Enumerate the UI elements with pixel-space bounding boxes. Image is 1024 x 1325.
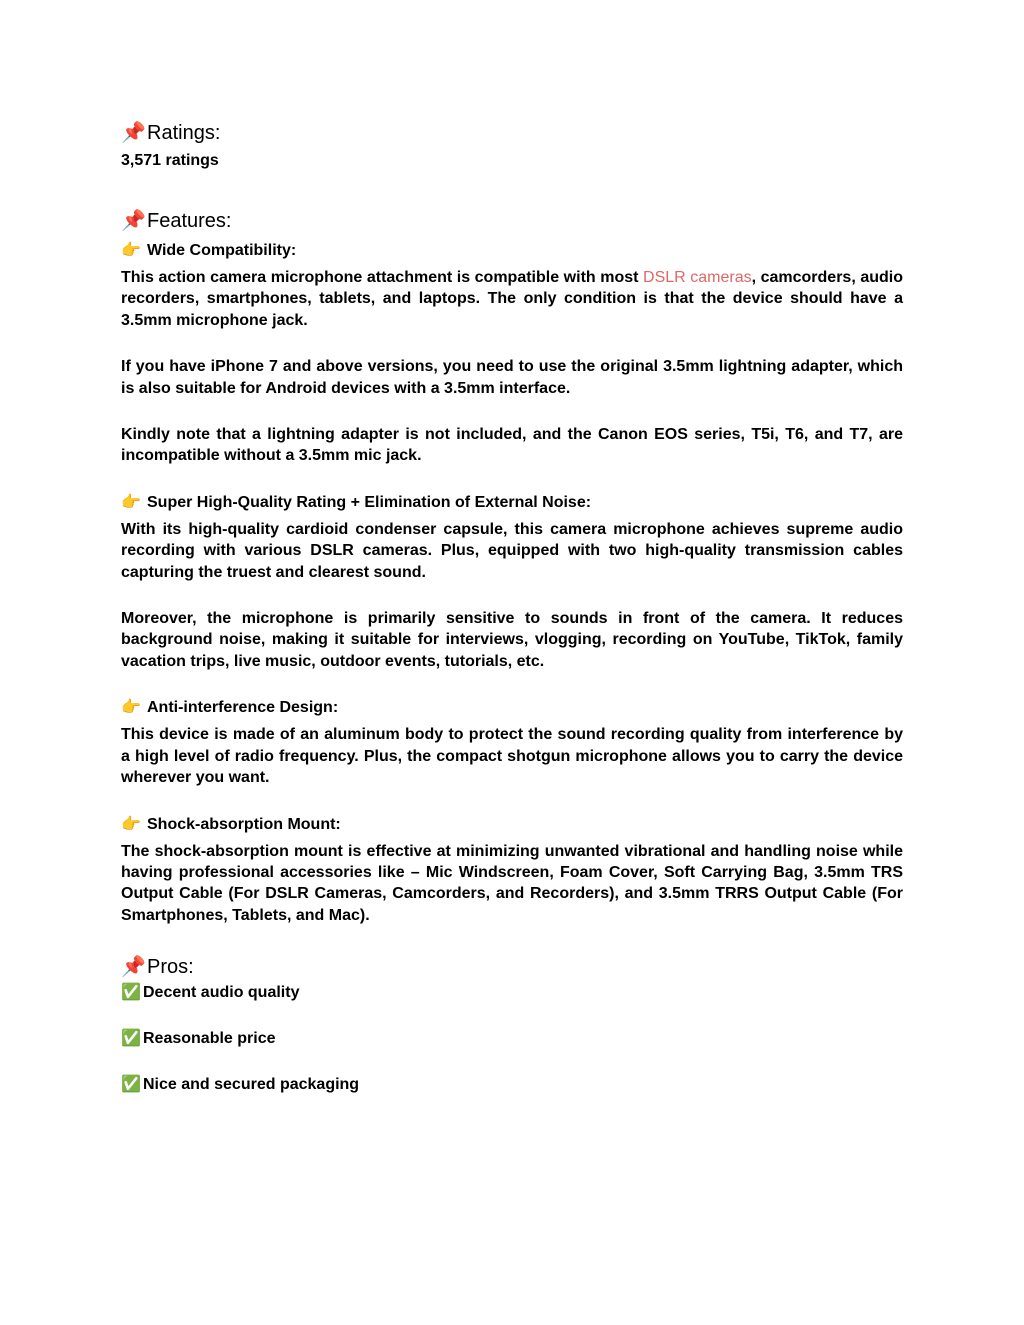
- feature-paragraph: [121, 267, 903, 331]
- feature-anti-interference: [121, 697, 903, 788]
- feature-paragraph: This device is made of an aluminum body to protect the sound recording quality from interference by a high level of radio frequency. Plus, the compact shotgun microphone allows you to carry the device wherever you want.: [121, 726, 903, 787]
- paragraph-text: This action camera microphone attachment is compatible with most: [121, 269, 644, 286]
- pros-item-text: Reasonable price: [143, 1030, 276, 1048]
- document-body: [121, 118, 903, 1095]
- ratings-heading-text: Ratings:: [147, 122, 221, 144]
- features-heading: [121, 206, 903, 236]
- feature-noise-elimination: [121, 492, 903, 672]
- ratings-section: [121, 118, 903, 171]
- feature-title: [121, 492, 903, 513]
- feature-title-text: Super High-Quality Rating + Elimination of External Noise:: [147, 493, 592, 511]
- feature-paragraph: The shock-absorption mount is effective at minimizing unwanted vibrational and handling noise while having professional accessories like – Mic Windscreen, Foam Cover, Soft Carrying Bag, 3.5mm TRS Output Cable (For DSLR Cameras, Camcorders, and Recorders), and 3.5mm TRRS Output Cable (For Smartphones, Tablets, and Mac).: [121, 842, 903, 924]
- ratings-count: 3,571 ratings: [121, 152, 219, 169]
- feature-paragraph: With its high-quality cardioid condenser capsule, this camera microphone achieves supreme audio recording with various DSLR cameras. Plus, equipped with two high-quality transmission cables capturing the truest and clearest sound.: [121, 520, 903, 581]
- check-icon: ✅: [121, 1076, 141, 1094]
- dslr-cameras-link[interactable]: DSLR cameras: [643, 269, 752, 286]
- feature-paragraph: Kindly note that a lightning adapter is not included, and the Canon EOS series, T5i, T6, and T7, are incompatible without a 3.5mm mic jack.: [121, 426, 903, 465]
- pointing-hand-icon: 👉: [121, 493, 141, 511]
- feature-title-text: Anti-interference Design:: [147, 699, 339, 717]
- feature-shock-absorption: [121, 814, 903, 927]
- features-heading-text: Features:: [147, 210, 232, 232]
- feature-title-text: Wide Compatibility:: [147, 242, 297, 259]
- pros-item: [121, 1028, 903, 1049]
- pros-section: [121, 952, 903, 1095]
- pros-heading: [121, 952, 903, 982]
- pros-heading-text: Pros:: [147, 956, 194, 979]
- feature-title: [121, 697, 903, 718]
- pushpin-icon: 📌: [121, 956, 146, 979]
- ratings-heading: [121, 118, 903, 148]
- feature-paragraph: Moreover, the microphone is primarily sensitive to sounds in front of the camera. It reduces background noise, making it suitable for interviews, vlogging, recording on YouTube, TikTok, family vacation trips, live music, outdoor events, tutorials, etc.: [121, 610, 903, 670]
- pushpin-icon: 📌: [121, 122, 146, 144]
- features-section: [121, 206, 903, 926]
- check-icon: ✅: [121, 984, 141, 1002]
- check-icon: ✅: [121, 1030, 141, 1048]
- pointing-hand-icon: 👉: [121, 699, 141, 717]
- feature-title: [121, 240, 903, 261]
- pointing-hand-icon: 👉: [121, 242, 141, 259]
- pros-item: [121, 1074, 903, 1095]
- paragraph-text: , camcorders, audio recorders, smartphones, tablets, and laptops. The only condition is that the device should have a 3.5mm microphone jack.: [121, 269, 903, 329]
- pros-item-text: Nice and secured packaging: [143, 1076, 360, 1094]
- pointing-hand-icon: 👉: [121, 815, 141, 833]
- pushpin-icon: 📌: [121, 210, 146, 232]
- pros-item-text: Decent audio quality: [143, 984, 300, 1002]
- feature-title: [121, 814, 903, 835]
- feature-paragraph: If you have iPhone 7 and above versions, you need to use the original 3.5mm lightning adapter, which is also suitable for Android devices with a 3.5mm interface.: [121, 358, 903, 397]
- feature-wide-compatibility: [121, 240, 903, 467]
- feature-title-text: Shock-absorption Mount:: [147, 815, 341, 833]
- pros-item: [121, 982, 903, 1003]
